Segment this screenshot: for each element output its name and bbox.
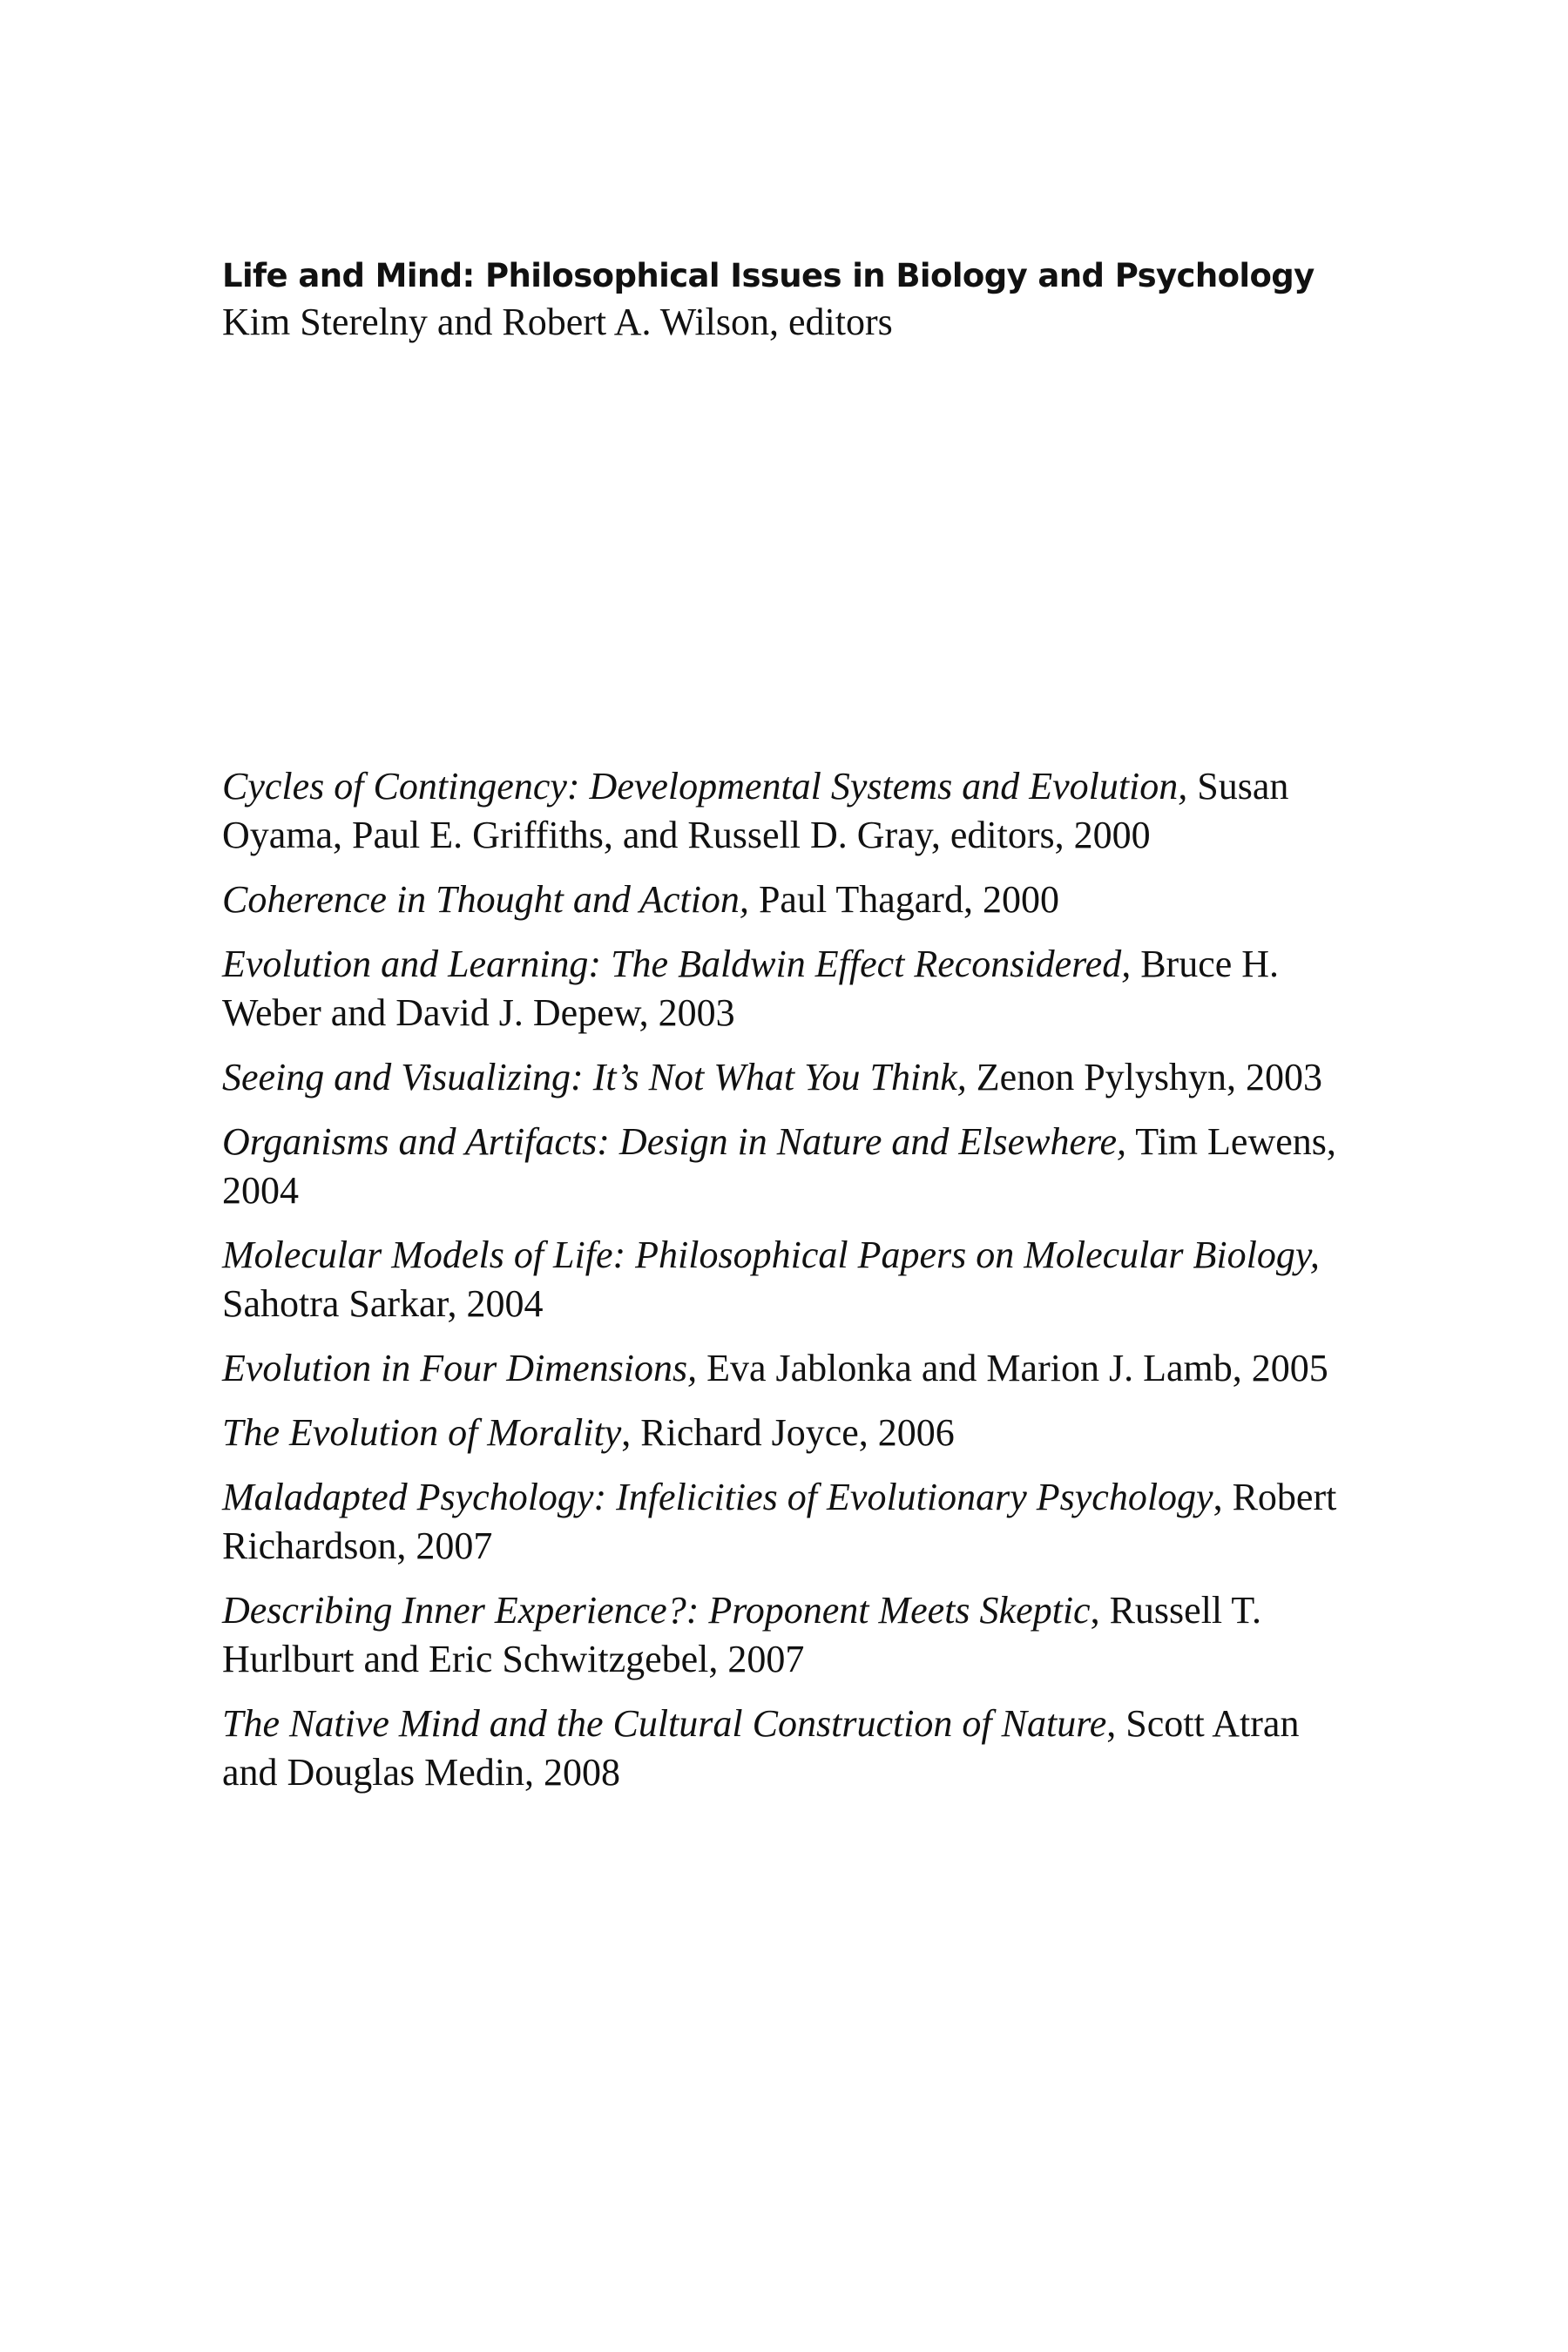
- book-entry: [222, 1118, 1355, 1215]
- book-details: Eva Jablonka and Marion J. Lamb, 2005: [697, 1347, 1328, 1389]
- book-entry: [222, 1700, 1355, 1797]
- book-details: Paul Thagard, 2000: [748, 878, 1059, 921]
- book-title: Coherence in Thought and Action,: [222, 878, 749, 921]
- book-title: Cycles of Contingency: Developmental Systems and Evolution,: [222, 765, 1188, 808]
- book-entry: [222, 1473, 1355, 1571]
- book-entry: [222, 875, 1355, 924]
- book-list: [222, 762, 1355, 1813]
- book-entry: [222, 762, 1355, 860]
- book-details: Susan Oyama, Paul E. Griffiths, and Russell D. Gray, editors, 2000: [222, 765, 1289, 856]
- book-title: Describing Inner Experience?: Proponent Meets Skeptic: [222, 1589, 1091, 1632]
- book-details: , Richard Joyce, 2006: [621, 1411, 955, 1454]
- book-entry: [222, 1344, 1355, 1393]
- book-title: Seeing and Visualizing: It’s Not What You Think,: [222, 1056, 967, 1098]
- book-title: Maladapted Psychology: Infelicities of Evolutionary Psychology: [222, 1476, 1213, 1518]
- book-details: Tim Lewens, 2004: [222, 1120, 1336, 1212]
- book-details: , Scott Atran and Douglas Medin, 2008: [222, 1702, 1300, 1794]
- series-title: Life and Mind: Philosophical Issues in Biology and Psychology: [222, 257, 1315, 294]
- book-title: Evolution and Learning: The Baldwin Effect Reconsidered,: [222, 943, 1132, 985]
- book-details: Zenon Pylyshyn, 2003: [966, 1056, 1323, 1098]
- book-title: The Evolution of Morality: [222, 1411, 622, 1454]
- book-title: The Native Mind and the Cultural Construction of Nature: [222, 1702, 1107, 1745]
- book-entry: [222, 940, 1355, 1037]
- book-title: Molecular Models of Life: Philosophical Papers on Molecular Biology,: [222, 1233, 1320, 1276]
- book-details: , Robert Richardson, 2007: [222, 1476, 1337, 1567]
- book-title: Organisms and Artifacts: Design in Nature and Elsewhere,: [222, 1120, 1127, 1163]
- book-entry: [222, 1409, 1355, 1457]
- series-editors: Kim Sterelny and Robert A. Wilson, editors: [222, 301, 893, 343]
- book-details: Bruce H. Weber and David J. Depew, 2003: [222, 943, 1280, 1034]
- series-header: [222, 254, 1355, 347]
- book-title: Evolution in Four Dimensions,: [222, 1347, 698, 1389]
- book-entry: [222, 1231, 1355, 1328]
- book-entry: [222, 1053, 1355, 1102]
- book-details: Sahotra Sarkar, 2004: [222, 1282, 544, 1325]
- book-details: , Russell T. Hurlburt and Eric Schwitzgebel, 2007: [222, 1589, 1261, 1680]
- book-entry: [222, 1586, 1355, 1684]
